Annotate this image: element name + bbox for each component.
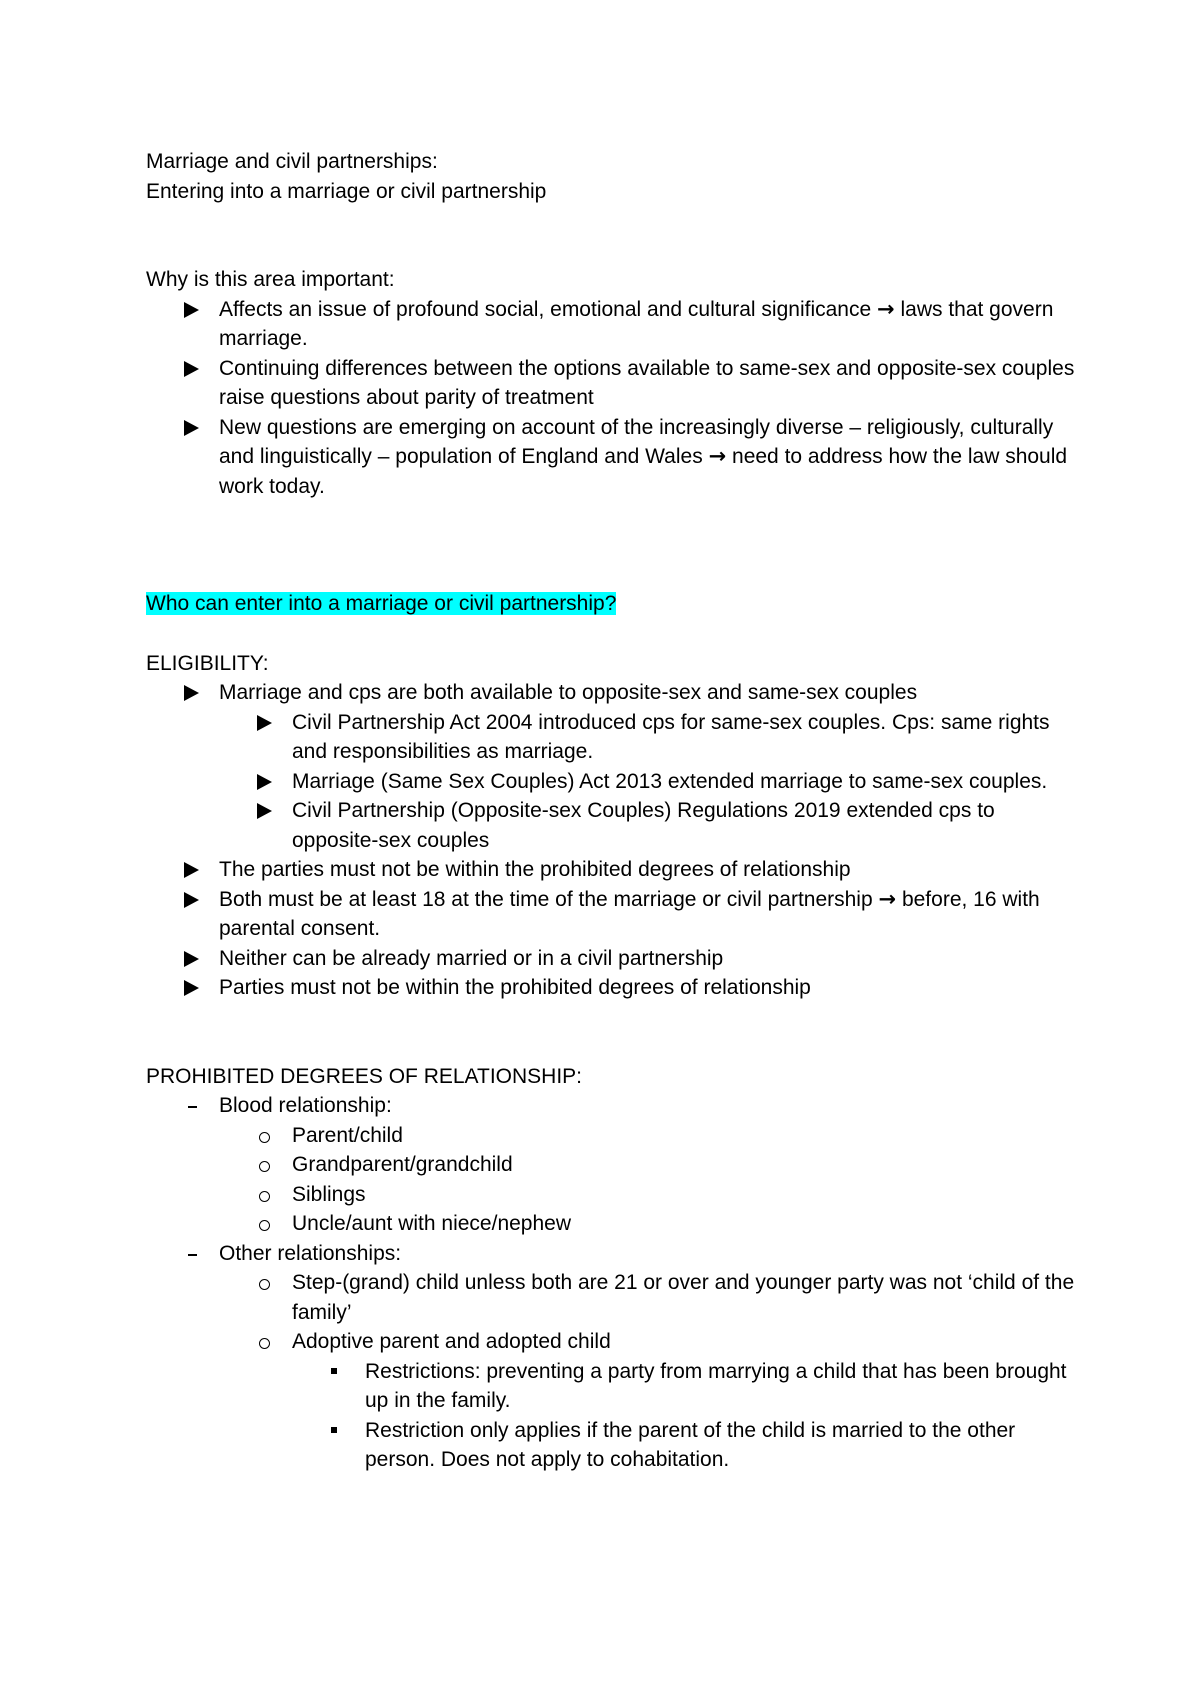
list-item [146,1357,1076,1416]
list-item [146,1180,1076,1210]
list-item-text: Civil Partnership (Opposite-sex Couples) Regulations 2019 extended cps to opposite-sex couples [292,799,995,852]
right-arrow-icon: → [877,296,895,321]
square-bullet-icon [331,1427,337,1433]
list-item-text: Civil Partnership Act 2004 introduced cps for same-sex couples. Cps: same rights and responsibilities as marriage. [292,710,1050,763]
list-item [146,1239,1076,1269]
list-item-text: Step-(grand) child unless both are 21 or over and younger party was not ‘child of the family’ [292,1271,1075,1324]
circle-bullet-icon [259,1161,270,1172]
list-item-text: Adoptive parent and adopted child [292,1330,611,1353]
spacer [146,1003,1076,1062]
list-item-text: before, 16 with parental consent. [219,887,1040,940]
other-relationship-list [146,1268,1076,1357]
square-bullet-icon [331,1368,337,1374]
right-arrow-icon: → [878,886,897,911]
circle-bullet-icon [259,1338,270,1349]
circle-bullet-icon [259,1279,270,1290]
dash-bullet-icon [188,1254,197,1256]
list-item-text: New questions are emerging on account of the increasingly diverse – religiously, culturally and linguistically – population of England and Wales [219,415,1054,468]
spacer [146,619,1076,649]
arrowhead-bullet-icon [184,951,199,967]
importance-heading: Why is this area important: [146,268,395,291]
list-item-text: Grandparent/grandchild [292,1153,513,1176]
highlighted-heading: Who can enter into a marriage or civil partnership? [146,592,617,615]
list-item-text: Other relationships: [219,1241,402,1265]
list-item [146,767,1076,797]
arrowhead-bullet-icon [184,420,199,436]
list-item [146,885,1076,944]
list-item [146,295,1076,354]
list-item [146,354,1076,413]
eligibility-sublist [146,708,1076,856]
list-item [146,944,1076,974]
list-item [146,1121,1076,1151]
circle-bullet-icon [259,1132,270,1143]
document-subtitle: Entering into a marriage or civil partnership [146,179,547,203]
document-page [146,147,1076,1475]
list-item-text: Both must be at least 18 at the time of the marriage or civil partnership [219,887,873,911]
dash-bullet-icon [188,1106,197,1108]
arrowhead-bullet-icon [184,862,199,878]
importance-list [146,295,1076,502]
eligibility-heading: ELIGIBILITY: [146,651,269,675]
right-arrow-icon: → [708,444,727,468]
arrowhead-bullet-icon [184,980,199,996]
arrowhead-bullet-icon [257,715,272,731]
prohibited-heading: PROHIBITED DEGREES OF RELATIONSHIP: [146,1064,583,1088]
list-item-text: need to address how the law should work today. [219,445,1068,498]
list-item-text: Uncle/aunt with niece/nephew [292,1212,572,1235]
blood-relationship-list [146,1121,1076,1239]
list-item [146,708,1076,767]
list-item [146,1416,1076,1475]
spacer [146,501,1076,589]
document-title: Marriage and civil partnerships: [146,150,438,173]
circle-bullet-icon [259,1191,270,1202]
prohibited-list-continued [146,1239,1076,1269]
restriction-list [146,1357,1076,1475]
arrowhead-bullet-icon [184,892,199,908]
spacer [146,206,1076,265]
arrowhead-bullet-icon [184,685,199,701]
eligibility-list [146,678,1076,708]
list-item-text: Marriage (Same Sex Couples) Act 2013 extended marriage to same-sex couples. [292,769,1048,793]
list-item [146,1268,1076,1327]
arrowhead-bullet-icon [257,774,272,790]
list-item-text: Blood relationship: [219,1094,392,1117]
section-heading-who [146,589,1076,619]
arrowhead-bullet-icon [184,361,199,377]
list-item [146,1209,1076,1239]
arrowhead-bullet-icon [257,803,272,819]
list-item-text: Affects an issue of profound social, emotional and cultural significance [219,297,872,321]
list-item-text: Parties must not be within the prohibited degrees of relationship [219,976,811,999]
list-item [146,855,1076,885]
list-item [146,1327,1076,1357]
list-item [146,1150,1076,1180]
list-item-text: Siblings [292,1182,366,1206]
list-item [146,678,1076,708]
list-item-text: Restriction only applies if the parent of the child is married to the other person. Does not apply to cohabitation. [365,1418,1016,1471]
list-item-text: Parent/child [292,1123,403,1147]
list-item-text: Neither can be already married or in a civil partnership [219,946,724,970]
list-item-text: laws that govern marriage. [219,297,1054,350]
circle-bullet-icon [259,1220,270,1231]
list-item-text: Restrictions: preventing a party from marrying a child that has been brought up in the family. [365,1359,1067,1412]
list-item-text: Continuing differences between the options available to same-sex and opposite-sex couples raise questions about parity of treatment [219,356,1075,409]
list-item [146,973,1076,1003]
list-item-text: Marriage and cps are both available to opposite-sex and same-sex couples [219,681,918,704]
list-item [146,413,1076,502]
eligibility-list-continued [146,855,1076,1003]
list-item [146,796,1076,855]
list-item-text: The parties must not be within the prohibited degrees of relationship [219,858,851,881]
list-item [146,1091,1076,1121]
prohibited-list [146,1091,1076,1121]
arrowhead-bullet-icon [184,302,199,318]
